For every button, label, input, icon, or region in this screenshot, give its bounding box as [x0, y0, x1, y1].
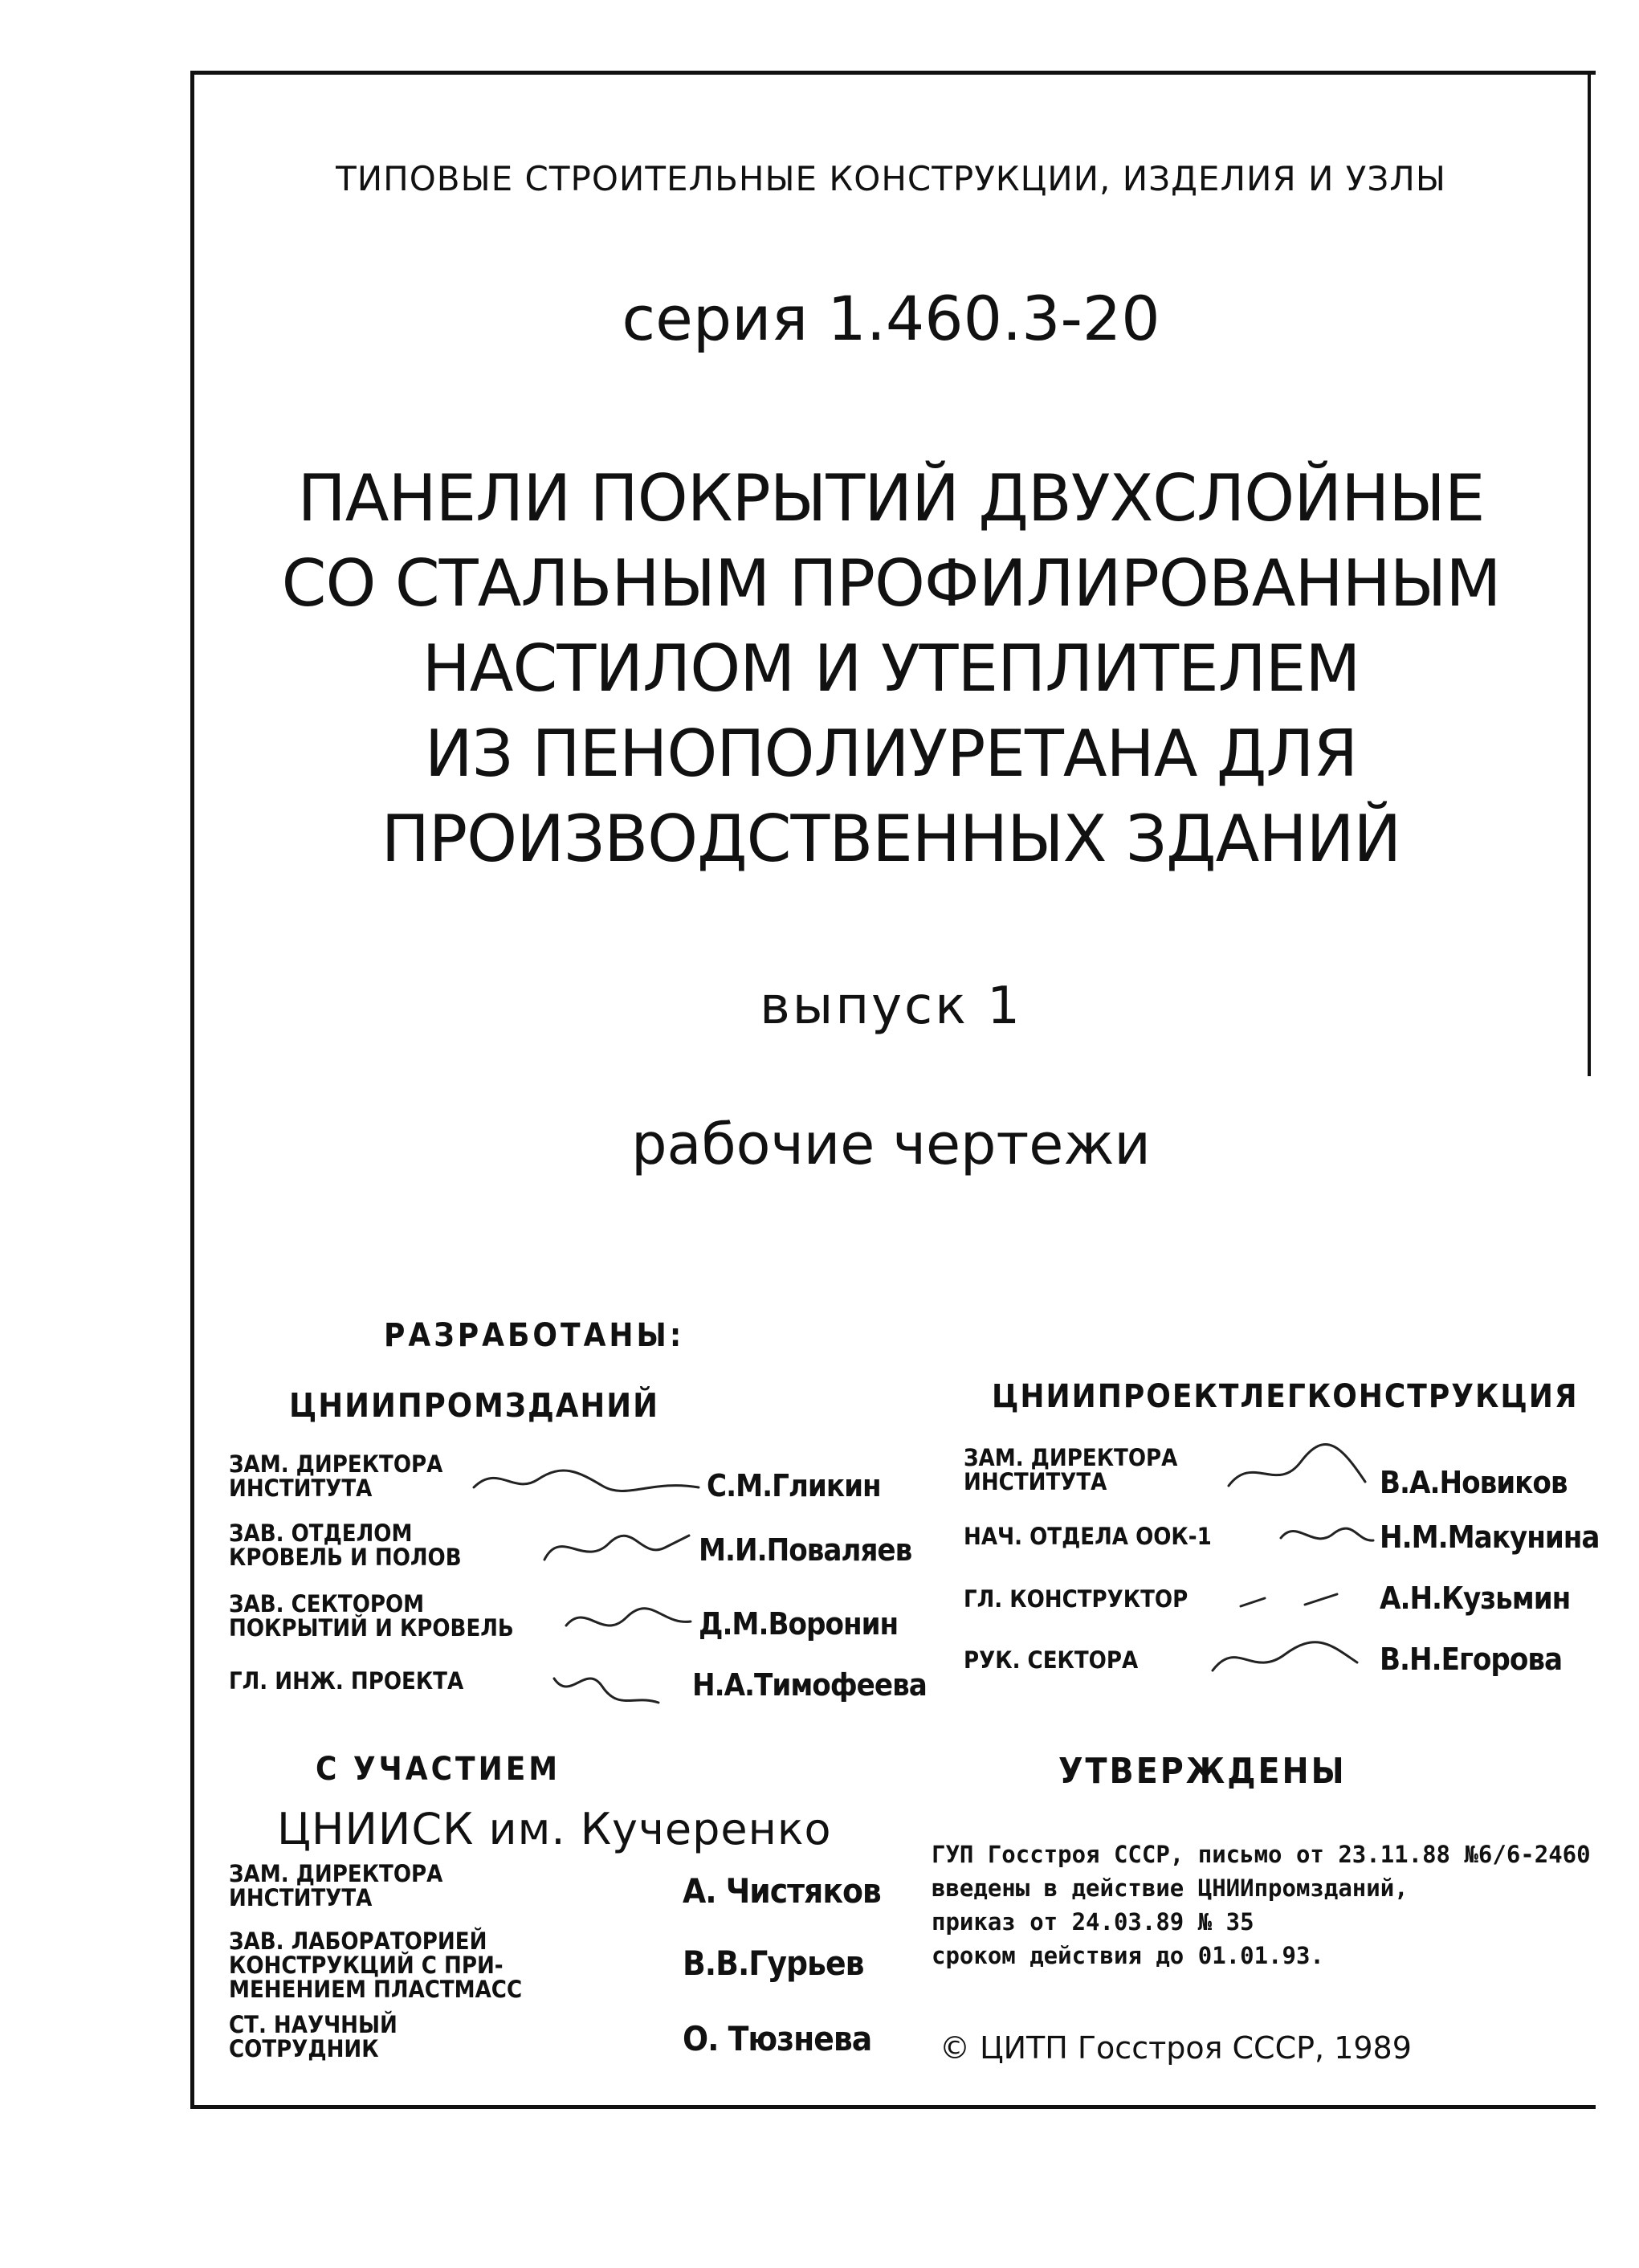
- org2-role: ГЛ. КОНСТРУКТОР: [964, 1585, 1188, 1613]
- org1-person: М.И.Поваляев: [699, 1532, 912, 1568]
- signature-kuzmin: [1233, 1574, 1361, 1622]
- participant-role: ЗАМ. ДИРЕКТОРА ИНСТИТУТА: [229, 1860, 443, 1911]
- title-line-4: ИЗ ПЕНОПОЛИУРЕТАНА ДЛЯ: [424, 716, 1358, 791]
- approval-statement: ГУП Госстроя СССР, письмо от 23.11.88 №6/6-2460 введены в действие ЦНИИпромзданий, приказ от 24.03.89 № 35 сроком действия до 01.01.93.: [932, 1841, 1591, 1969]
- participant-person: А. Чистяков: [683, 1871, 881, 1911]
- title-line-2: СО СТАЛЬНЫМ ПРОФИЛИРОВАННЫМ: [281, 546, 1501, 621]
- org2-name: ЦНИИПРОЕКТЛЕГКОНСТРУКЦИЯ: [992, 1378, 1579, 1415]
- signature-novikov: [1221, 1438, 1373, 1502]
- document-type: рабочие чертежи: [631, 1112, 1151, 1177]
- title-line-3: НАСТИЛОМ И УТЕПЛИТЕЛЕМ: [422, 631, 1360, 706]
- org1-role: ЗАВ. ОТДЕЛОМ КРОВЕЛЬ И ПОЛОВ: [229, 1519, 462, 1571]
- org2-person: В.Н.Егорова: [1380, 1642, 1563, 1677]
- org1-person: С.М.Гликин: [707, 1468, 881, 1503]
- signature-makunina: [1277, 1510, 1377, 1558]
- participant-role: СТ. НАУЧНЫЙ СОТРУДНИК: [229, 2011, 398, 2062]
- org1-person: Н.А.Тимофеева: [692, 1667, 927, 1703]
- participation-heading: С УЧАСТИЕМ: [316, 1751, 561, 1788]
- participation-org: ЦНИИСК им. Кучеренко: [277, 1804, 832, 1854]
- org2-role: НАЧ. ОТДЕЛА ООК-1: [964, 1523, 1212, 1550]
- org2-role: РУК. СЕКТОРА: [964, 1646, 1139, 1674]
- title-line-1: ПАНЕЛИ ПОКРЫТИЙ ДВУХСЛОЙНЫЕ: [297, 461, 1485, 536]
- org1-role: ЗАВ. СЕКТОРОМ ПОКРЫТИЙ И КРОВЕЛЬ: [229, 1590, 514, 1642]
- org2-role: ЗАМ. ДИРЕКТОРА ИНСТИТУТА: [964, 1444, 1178, 1495]
- org1-person: Д.М.Воронин: [699, 1606, 899, 1642]
- participant-person: О. Тюзнева: [683, 2019, 872, 2058]
- participant-role: ЗАВ. ЛАБОРАТОРИЕЙ КОНСТРУКЦИЙ С ПРИ- МЕНЕНИЕМ ПЛАСТМАСС: [229, 1927, 523, 2003]
- org2-person: В.А.Новиков: [1380, 1465, 1568, 1500]
- approved-heading: УТВЕРЖДЕНЫ: [1058, 1751, 1347, 1792]
- signature-glikin: [466, 1455, 707, 1507]
- signature-povalyaev: [536, 1519, 697, 1576]
- participant-person: В.В.Гурьев: [683, 1944, 864, 1983]
- series-number: серия 1.460.3-20: [622, 283, 1160, 354]
- signature-voronin: [558, 1593, 699, 1650]
- org1-role: ГЛ. ИНЖ. ПРОЕКТА: [229, 1667, 464, 1695]
- copyright: © ЦИТП Госстроя СССР, 1989: [940, 2030, 1412, 2066]
- series-category: ТИПОВЫЕ СТРОИТЕЛЬНЫЕ КОНСТРУКЦИИ, ИЗДЕЛИЯ И УЗЛЫ: [336, 159, 1446, 198]
- org2-person: А.Н.Кузьмин: [1380, 1581, 1571, 1616]
- org1-name: ЦНИИПРОМЗДАНИЙ: [289, 1386, 660, 1425]
- signature-timofeeva: [546, 1654, 667, 1711]
- title-line-5: ПРОИЗВОДСТВЕННЫХ ЗДАНИЙ: [381, 802, 1401, 876]
- org1-role: ЗАМ. ДИРЕКТОРА ИНСТИТУТА: [229, 1450, 443, 1502]
- issue-number: выпуск 1: [760, 977, 1022, 1036]
- signature-egorova: [1205, 1630, 1365, 1687]
- developed-heading: РАЗРАБОТАНЫ:: [384, 1317, 685, 1354]
- org2-person: Н.М.Макунина: [1380, 1519, 1600, 1555]
